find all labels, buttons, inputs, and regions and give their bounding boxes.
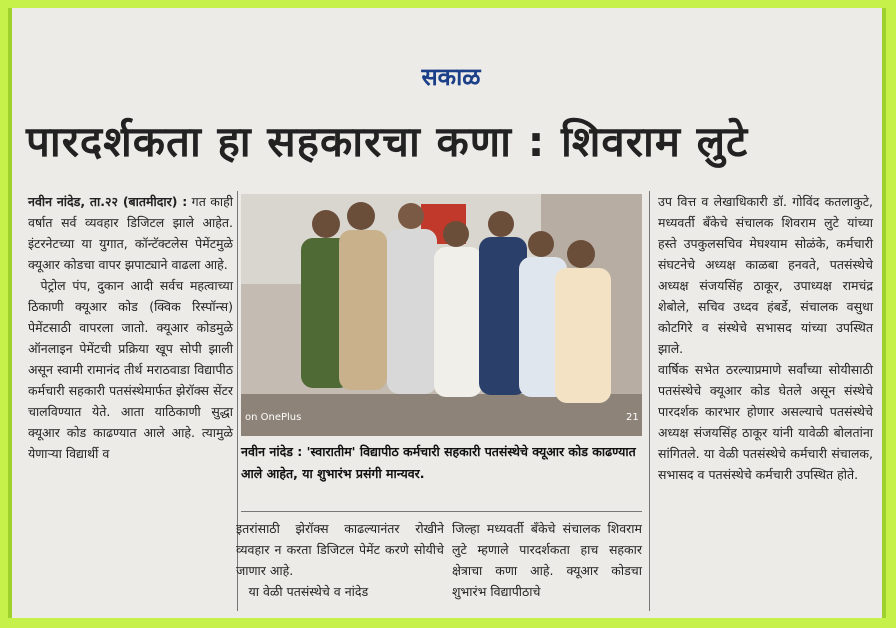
article-photo	[241, 194, 642, 436]
photo-caption: नवीन नांदेड : 'स्वारातीम' विद्यापीठ कर्मचारी सहकारी पतसंस्थेचे क्यूआर कोड काढण्यात आले आहेत, या शुभारंभ प्रसंगी मान्यवर.	[241, 444, 636, 481]
photo-watermark: on OnePlus	[245, 412, 302, 423]
newspaper-masthead: सकाळ	[421, 63, 481, 91]
article-byline: नवीन नांदेड, ता.२२ (बातमीदार) :	[28, 194, 188, 209]
article-paragraph: वार्षिक सभेत ठरल्याप्रमाणे सर्वांच्या सोयीसाठी पतसंस्थेचे क्यूआर कोड घेतले असून संस्थेचे पारदर्शक कारभार होणार असल्याचे पतसंस्थेचे अध्यक्ष संजयसिंह ठाकूर यांनी यावेळी बोलतांना सांगितले. या वेळी पतसंस्थेचे कर्मचारी संचालक, सभासद व पतसंस्थेचे कर्मचारी उपस्थित होते.	[658, 362, 873, 482]
article-headline: पारदर्शकता हा सहकारचा कणा : शिवराम लुटे	[26, 117, 749, 166]
article-paragraph: इतरांसाठी झेरॉक्स काढल्यानंतर रोखीने व्यवहार न करता डिजिटल पेमेंट करणे सोयीचे जाणार आहे.	[236, 521, 444, 578]
article-paragraph: जिल्हा मध्यवर्ती बँकेचे संचालक शिवराम लुटे म्हणाले पारदर्शकता हाच सहकार क्षेत्राचा कणा आहे. क्यूआर कोडचा शुभारंभ विद्यापीठाचे	[452, 521, 642, 599]
article-column-3	[658, 191, 873, 485]
caption-divider	[241, 511, 642, 512]
column-divider	[649, 191, 650, 611]
article-paragraph: पेट्रोल पंप, दुकान आदी सर्वच महत्वाच्या ठिकाणी क्यूआर कोड (क्विक रिस्पॉन्स) पेमेंटसाठी वापरला जातो. क्यूआर कोडमुळे ऑनलाइन पेमेंटची प्रक्रिया खूप सोपी झाली असून स्वामी रामानंद तीर्थ मराठवाडा विद्यापीठ कर्मचारी सहकारी पतसंस्थेमार्फत झेरॉक्स सेंटर चालविण्यात येते. आता याठिकाणी सुद्धा क्यूआर कोड काढण्यात आले आहे. त्यामुळे येणाऱ्या विद्यार्थी व	[28, 278, 233, 461]
article-column-2b	[452, 518, 642, 602]
article-paragraph: उप वित्त व लेखाधिकारी डॉ. गोविंद कतलाकुटे, मध्यवर्ती बँकेचे संचालक शिवराम लुटे यांच्या हस्ते उपकुलसचिव मेघश्याम सोळंके, कर्मचारी संघटनेचे अध्यक्ष काळबा हनवते, पतसंस्थेचे अध्यक्ष संजयसिंह ठाकूर, उपाध्यक्ष रामचंद्र शेबोले, सचिव उध्दव हंबर्डे, संचालक वसुधा कोटगिरे व संस्थेचे सभासद यांच्या उपस्थित झाले.	[658, 194, 873, 356]
article-paragraph: या वेळी पतसंस्थेचे व नांदेड	[248, 584, 369, 599]
article-column-1	[28, 191, 233, 464]
newspaper-clipping	[8, 8, 886, 618]
article-paragraph: गत काही वर्षात सर्व व्यवहार डिजिटल झाले आहेत. इंटरनेटच्या या युगात, कॉन्टॅक्टलेस पेमेंटमुळे क्यूआर कोडचा वापर झपाट्याने वाढला आहे.	[28, 194, 233, 272]
article-column-2a	[236, 518, 444, 602]
photo-frame-number: 21	[626, 412, 639, 423]
